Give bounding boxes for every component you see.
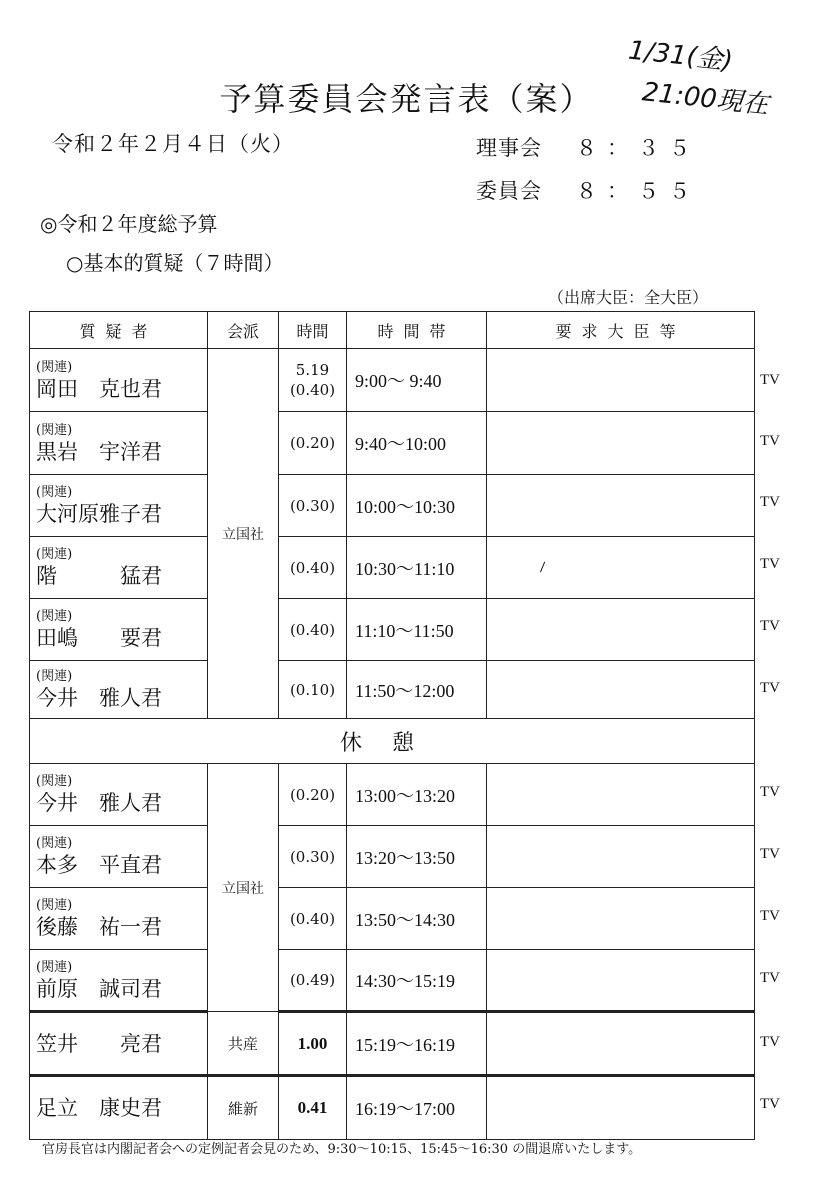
- related-label: (関連): [36, 898, 73, 913]
- table-row: [30, 599, 755, 661]
- timeslot-cell: 9:00～ 9:40: [347, 349, 487, 412]
- tv-marker: TV: [760, 784, 780, 800]
- attending-ministers: （出席大臣：全大臣）: [548, 288, 709, 307]
- board-time: ８：３５: [576, 136, 700, 160]
- board-label: 理事会: [476, 136, 542, 160]
- timeslot-cell: 11:50～12:00: [347, 661, 487, 719]
- questioner-cell: [30, 661, 208, 719]
- related-label: (関連): [36, 422, 73, 438]
- tv-marker: TV: [760, 618, 780, 634]
- basic-questions-heading: ○基本的質疑（７時間）: [66, 251, 284, 275]
- duration-cell: (0.10): [279, 661, 347, 719]
- handwritten-note-line1: 1/31(金): [626, 35, 735, 77]
- table-row: [30, 1012, 755, 1076]
- header-requested-ministers: 要求大臣等: [487, 312, 755, 349]
- board-meeting: [476, 132, 700, 162]
- questioner-name: 本多 平直君: [36, 853, 162, 877]
- meeting-date: 令和２年２月４日（火）: [52, 132, 294, 156]
- duration-cell: (0.40): [279, 537, 347, 599]
- tv-marker: TV: [760, 556, 780, 572]
- table-row: [30, 537, 755, 599]
- stray-pen-mark: \: [535, 560, 549, 575]
- party-cell: 立国社: [208, 349, 279, 719]
- questioner-cell: [30, 1012, 208, 1076]
- table-row: [30, 475, 755, 537]
- questioner-name: 前原 誠司君: [36, 976, 162, 1001]
- questioner-cell: [30, 412, 208, 475]
- requested-ministers-cell: [487, 661, 755, 719]
- duration-cell: (0.49): [279, 950, 347, 1012]
- duration-cell: [279, 349, 347, 412]
- committee-label: 委員会: [476, 179, 542, 203]
- related-label: (関連): [36, 959, 73, 975]
- tv-marker: TV: [760, 680, 780, 696]
- tv-marker: TV: [760, 372, 780, 388]
- duration-cell: (0.20): [279, 764, 347, 826]
- related-label: (関連): [36, 836, 73, 851]
- requested-ministers-cell: [487, 412, 755, 475]
- requested-ministers-cell: [487, 349, 755, 412]
- requested-ministers-cell: [487, 1076, 755, 1140]
- questioner-name: 階 猛君: [36, 564, 162, 588]
- duration-cell: (0.40): [279, 888, 347, 950]
- tv-marker: TV: [760, 433, 780, 449]
- related-label: (関連): [36, 774, 73, 789]
- timeslot-cell: 16:19～17:00: [347, 1076, 487, 1140]
- requested-ministers-cell: [487, 1012, 755, 1076]
- related-label: (関連): [36, 669, 73, 684]
- questioner-cell: [30, 826, 208, 888]
- committee-time: ８：５５: [576, 179, 700, 203]
- table-row: [30, 888, 755, 950]
- questioner-cell: [30, 950, 208, 1012]
- table-row: [30, 412, 755, 475]
- table-row: [30, 826, 755, 888]
- tv-marker: TV: [760, 846, 780, 862]
- timeslot-cell: 15:19～16:19: [347, 1012, 487, 1076]
- break-label: 休憩: [30, 719, 755, 764]
- table-row: [30, 349, 755, 412]
- questioner-cell: [30, 888, 208, 950]
- requested-ministers-cell: [487, 764, 755, 826]
- questioner-cell: [30, 537, 208, 599]
- tv-marker: TV: [760, 494, 780, 510]
- duration-cell: (0.40): [279, 599, 347, 661]
- table-row: [30, 661, 755, 719]
- footnote: 官房長官は内閣記者会への定例記者会見のため、9:30～10:15、15:45～16:30 の間退席いたします。: [42, 1142, 642, 1157]
- timeslot-cell: 13:00～13:20: [347, 764, 487, 826]
- tv-marker: TV: [760, 970, 780, 986]
- questioner-name: 今井 雅人君: [36, 791, 162, 815]
- related-label: (関連): [36, 547, 73, 562]
- party-cell: 共産: [208, 1012, 279, 1076]
- questioner-name: 大河原雅子君: [36, 502, 162, 526]
- timeslot-cell: 11:10～11:50: [347, 599, 487, 661]
- handwritten-note-line2: 21:00現在: [640, 77, 771, 121]
- tv-marker: TV: [760, 1096, 780, 1112]
- party-cell: 維新: [208, 1076, 279, 1140]
- duration-cell: 1.00: [279, 1012, 347, 1076]
- budget-heading: ◎令和２年度総予算: [40, 212, 218, 236]
- table-row: [30, 950, 755, 1012]
- duration-cell: (0.30): [279, 475, 347, 537]
- timeslot-cell: 10:30～11:10: [347, 537, 487, 599]
- table-header-row: [30, 312, 755, 349]
- questioner-name: 後藤 祐一君: [36, 915, 162, 939]
- related-label: (関連): [36, 485, 73, 500]
- header-questioner: 質疑者: [30, 312, 208, 349]
- header-time: 時間: [279, 312, 347, 349]
- related-label: (関連): [36, 359, 73, 375]
- requested-ministers-cell: [487, 888, 755, 950]
- duration-cell: 0.41: [279, 1076, 347, 1140]
- timeslot-cell: 13:50～14:30: [347, 888, 487, 950]
- page-title: 予算委員会発言表（案）: [219, 80, 594, 118]
- duration-cell: (0.20): [279, 412, 347, 475]
- committee-meeting: [476, 175, 700, 205]
- timeslot-cell: 10:00～10:30: [347, 475, 487, 537]
- questioner-name: 笠井 亮君: [36, 1031, 162, 1056]
- schedule-table: [29, 311, 755, 1140]
- timeslot-cell: 9:40～10:00: [347, 412, 487, 475]
- tv-marker: TV: [760, 908, 780, 924]
- table-row: [30, 1076, 755, 1140]
- requested-ministers-cell: [487, 950, 755, 1012]
- questioner-cell: [30, 599, 208, 661]
- questioner-cell: [30, 349, 208, 412]
- header-timeslot: 時間帯: [347, 312, 487, 349]
- questioner-cell: [30, 1076, 208, 1140]
- questioner-name: 今井 雅人君: [36, 686, 162, 710]
- handwritten-note: [622, 31, 775, 126]
- questioner-name: 岡田 克也君: [36, 376, 162, 401]
- duration: (0.40): [289, 381, 336, 399]
- questioner-name: 田嶋 要君: [36, 626, 162, 650]
- requested-ministers-cell: [487, 537, 755, 599]
- requested-ministers-cell: [487, 826, 755, 888]
- questioner-name: 黒岩 宇洋君: [36, 439, 162, 464]
- header-party: 会派: [208, 312, 279, 349]
- tv-marker: TV: [760, 1034, 780, 1050]
- break-row: [30, 719, 755, 764]
- duration-total: 5.19: [295, 361, 330, 379]
- party-cell: 立国社: [208, 764, 279, 1012]
- timeslot-cell: 14:30～15:19: [347, 950, 487, 1012]
- questioner-cell: [30, 475, 208, 537]
- timeslot-cell: 13:20～13:50: [347, 826, 487, 888]
- requested-ministers-cell: [487, 599, 755, 661]
- related-label: (関連): [36, 609, 73, 624]
- duration-cell: (0.30): [279, 826, 347, 888]
- requested-ministers-cell: [487, 475, 755, 537]
- questioner-name: 足立 康史君: [36, 1096, 162, 1120]
- table-row: [30, 764, 755, 826]
- questioner-cell: [30, 764, 208, 826]
